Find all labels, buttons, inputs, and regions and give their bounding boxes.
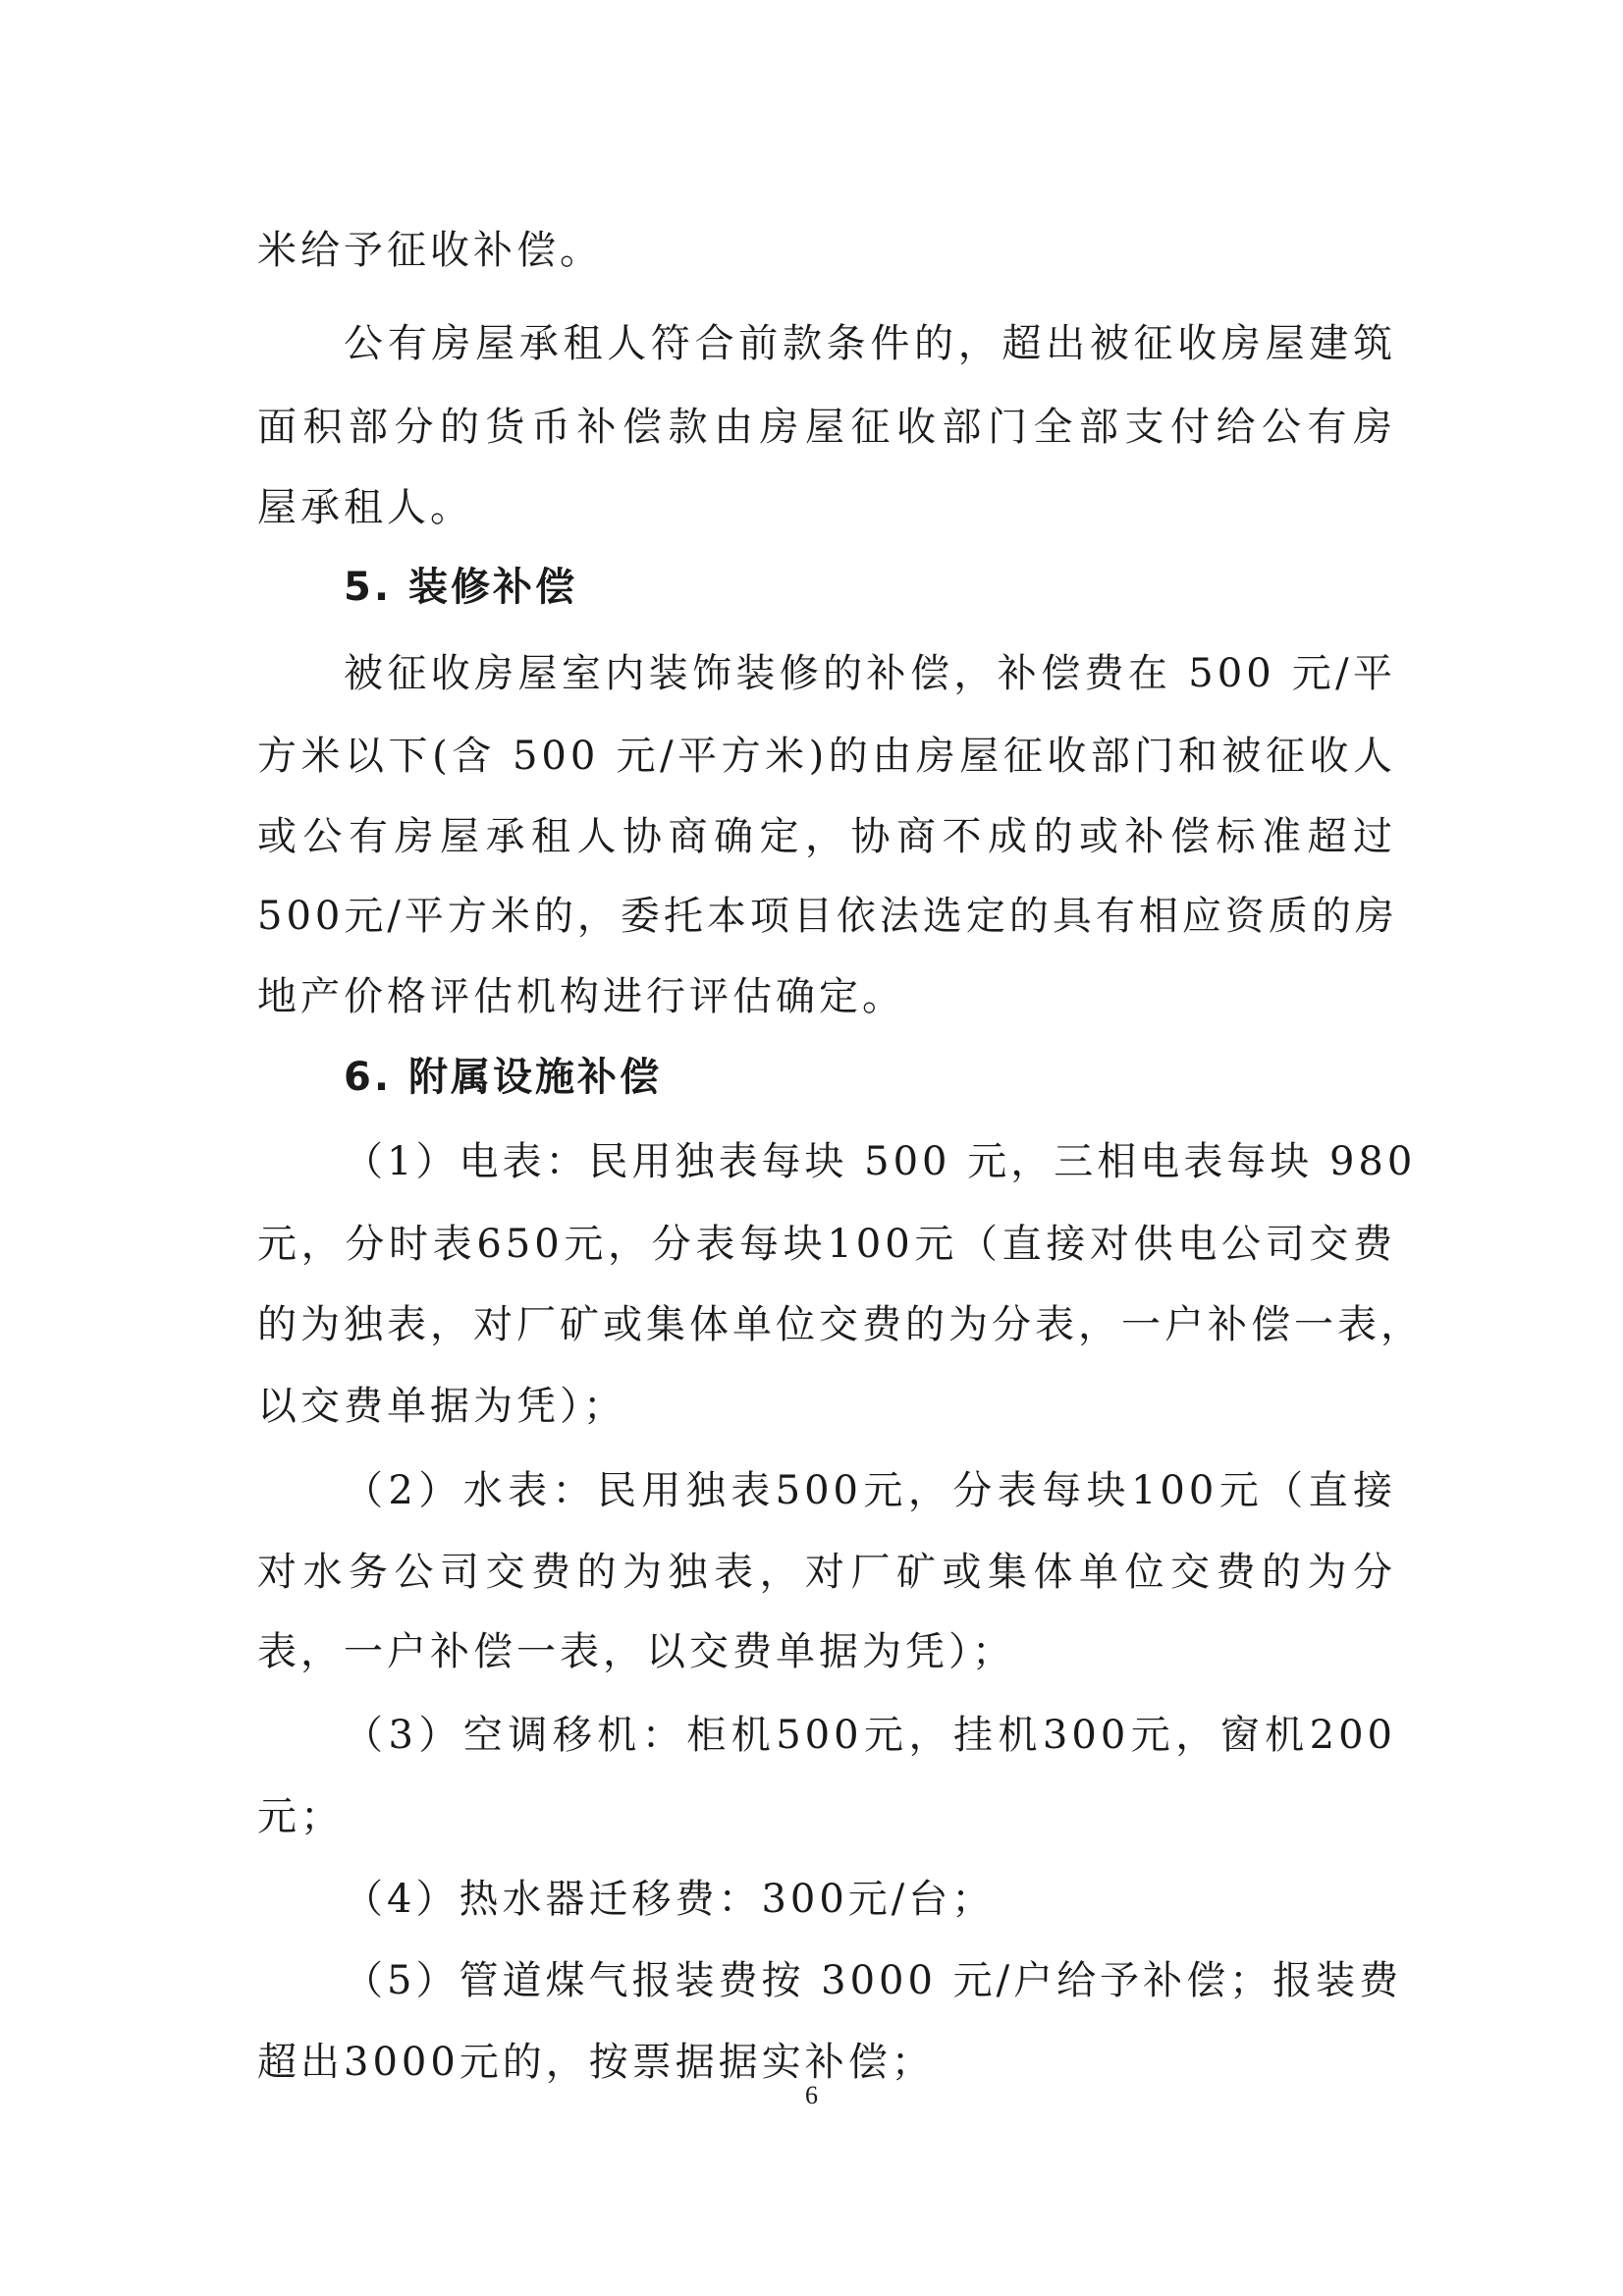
paragraph-line: （2）水表：民用独表500元，分表每块100元（直接 xyxy=(344,1468,1396,1513)
text-line: 方米以下(含 500 元/平方米)的由房屋征收部门和被征收人 xyxy=(257,734,1396,779)
text-line: 地产价格评估机构进行评估确定。 xyxy=(257,974,905,1019)
text-line: 以交费单据为凭）； xyxy=(257,1384,626,1429)
page-number: 6 xyxy=(805,2081,818,2109)
paragraph-line: 被征收房屋室内装饰装修的补偿，补偿费在 500 元/平 xyxy=(344,651,1396,696)
text-line: 超出3000元的，按票据据实补偿； xyxy=(257,2040,935,2085)
paragraph-line: 公有房屋承租人符合前款条件的，超出被征收房屋建筑 xyxy=(344,321,1396,366)
text-line: 的为独表，对厂矿或集体单位交费的为分表，一户补偿一表， xyxy=(257,1302,1424,1347)
text-line: 米给予征收补偿。 xyxy=(257,228,603,273)
paragraph-line: （1）电表：民用独表每块 500 元，三相电表每块 980 xyxy=(344,1139,1417,1184)
text-line: 500元/平方米的，委托本项目依法选定的具有相应资质的房 xyxy=(257,894,1398,939)
text-line: 屋承租人。 xyxy=(257,485,473,530)
text-line: 元，分时表650元，分表每块100元（直接对供电公司交费 xyxy=(257,1222,1396,1267)
paragraph-line: （3）空调移机：柜机500元，挂机300元，窗机200 xyxy=(344,1713,1396,1758)
paragraph-line: （4）热水器迁移费：300元/台； xyxy=(344,1877,996,1922)
paragraph-line: （5）管道煤气报装费按 3000 元/户给予补偿；报装费 xyxy=(344,1958,1403,2003)
section-heading: 6. 附属设施补偿 xyxy=(344,1055,662,1100)
section-heading: 5. 装修补偿 xyxy=(344,565,577,610)
text-line: 对水务公司交费的为独表，对厂矿或集体单位交费的为分 xyxy=(257,1550,1396,1595)
text-line: 表，一户补偿一表，以交费单据为凭）； xyxy=(257,1629,1015,1674)
text-line: 或公有房屋承租人协商确定，协商不成的或补偿标准超过 xyxy=(257,814,1396,859)
text-line: 面积部分的货币补偿款由房屋征收部门全部支付给公有房 xyxy=(257,405,1396,450)
text-line: 元； xyxy=(257,1794,344,1839)
